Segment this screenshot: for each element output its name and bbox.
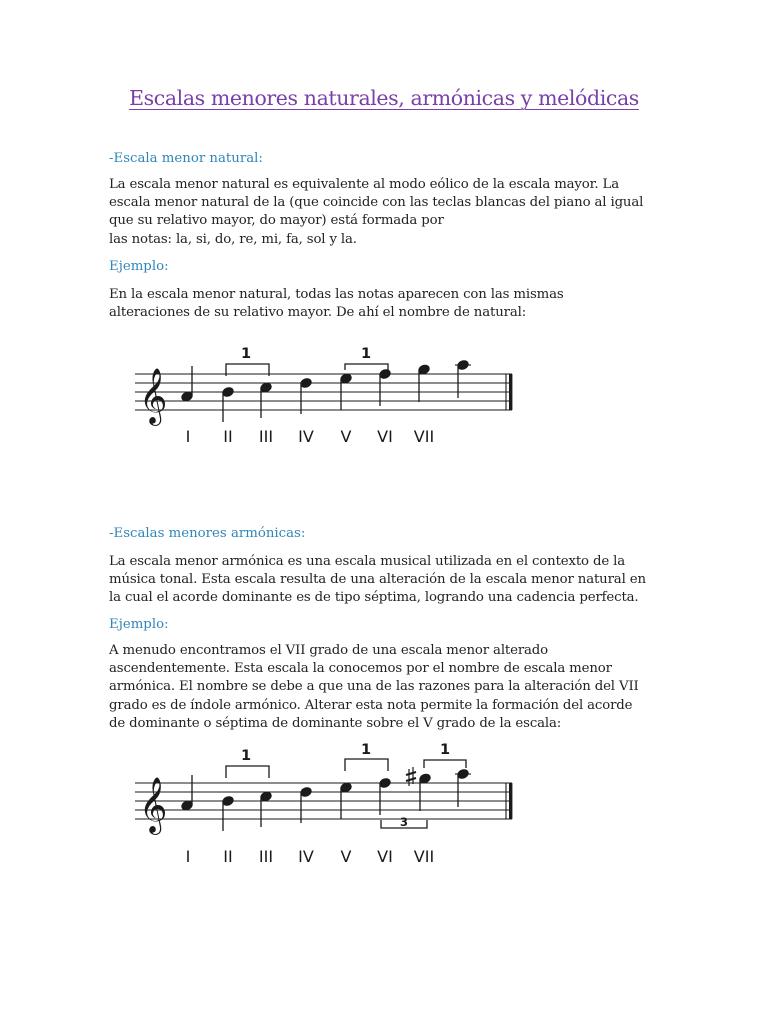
note-a4 — [181, 366, 194, 402]
paragraph-line: ascendentemente. Esta escala la conocemos por el nombre de escala menor — [109, 661, 612, 677]
degree-label: II — [223, 427, 233, 446]
degree-label: I — [185, 427, 191, 446]
note-f5 — [379, 368, 392, 406]
bracket-label: 1 — [360, 346, 372, 362]
degree-label: VI — [377, 427, 393, 446]
staff-natural-minor — [0, 340, 768, 460]
paragraph-line: que su relativo mayor, do mayor) está formada por — [109, 213, 444, 229]
paragraph-line: A menudo encontramos el VII grado de una escala menor alterado — [109, 643, 549, 658]
degree-label: I — [185, 847, 191, 866]
section-heading-natural: -Escala menor natural: — [109, 151, 263, 166]
paragraph-line: música tonal. Esta escala resulta de una alteración de la escala menor natural en — [109, 572, 646, 588]
degree-label: III — [258, 427, 274, 446]
interval-brackets — [226, 759, 466, 828]
treble-clef-icon: 𝄞 — [139, 368, 168, 424]
example-label-harmonic: Ejemplo: — [109, 617, 169, 632]
staff-harmonic-minor — [0, 736, 768, 872]
bracket-label: 1 — [439, 742, 451, 758]
note-c5 — [260, 382, 273, 418]
treble-clef-icon: 𝄞 — [139, 777, 168, 833]
degree-label: VII — [413, 847, 435, 866]
degree-label: IV — [298, 847, 314, 866]
paragraph-line: En la escala menor natural, todas las notas aparecen con las mismas — [109, 287, 564, 302]
note-f5 — [379, 777, 392, 815]
degree-label: II — [223, 847, 233, 866]
note-a4 — [181, 775, 194, 811]
bracket-label: 1 — [240, 748, 252, 764]
note-d5 — [300, 786, 313, 823]
note-d5 — [300, 377, 313, 414]
degree-label: VII — [413, 427, 435, 446]
paragraph-line: alteraciones de su relativo mayor. De ahí el nombre de natural: — [109, 305, 527, 321]
document-title: Escalas menores naturales, armónicas y melódicas — [129, 86, 639, 110]
paragraph-line: de dominante o séptima de dominante sobre el V grado de la escala: — [109, 715, 562, 731]
paragraph-line: grado es de índole armónico. Alterar esta nota permite la formación del acorde — [109, 697, 633, 713]
paragraph-line: las notas: la, si, do, re, mi, fa, sol y la. — [109, 231, 357, 247]
degree-label: VI — [377, 847, 393, 866]
example-label-natural: Ejemplo: — [109, 259, 169, 274]
bracket-label: 1 — [240, 346, 252, 362]
degree-label: III — [258, 847, 274, 866]
paragraph-line: escala menor natural de la (que coincide con las teclas blancas del piano al igual — [109, 195, 644, 211]
note-b4 — [222, 795, 235, 831]
degree-label: V — [340, 427, 352, 446]
note-b4 — [222, 386, 235, 422]
example-text-natural — [109, 286, 669, 322]
degree-label: V — [340, 847, 352, 866]
paragraph-line: la cual el acorde dominante es de tipo séptima, logrando una cadencia perfecta. — [109, 590, 639, 606]
degree-label: IV — [298, 427, 314, 446]
paragraph-line: La escala menor natural es equivalente al modo eólico de la escala mayor. La — [109, 177, 620, 192]
section-heading-harmonic: -Escalas menores armónicas: — [109, 526, 306, 541]
note-c5 — [260, 791, 273, 827]
example-text-harmonic — [109, 642, 669, 733]
paragraph-harmonic — [109, 553, 669, 608]
lower-bracket-label: 3 — [399, 815, 409, 829]
bracket-label: 1 — [360, 742, 372, 758]
paragraph-line: La escala menor armónica es una escala musical utilizada en el contexto de la — [109, 554, 625, 569]
paragraph-line: armónica. El nombre se debe a que una de las razones para la alteración del VII — [109, 679, 639, 695]
paragraph-natural — [109, 176, 669, 249]
